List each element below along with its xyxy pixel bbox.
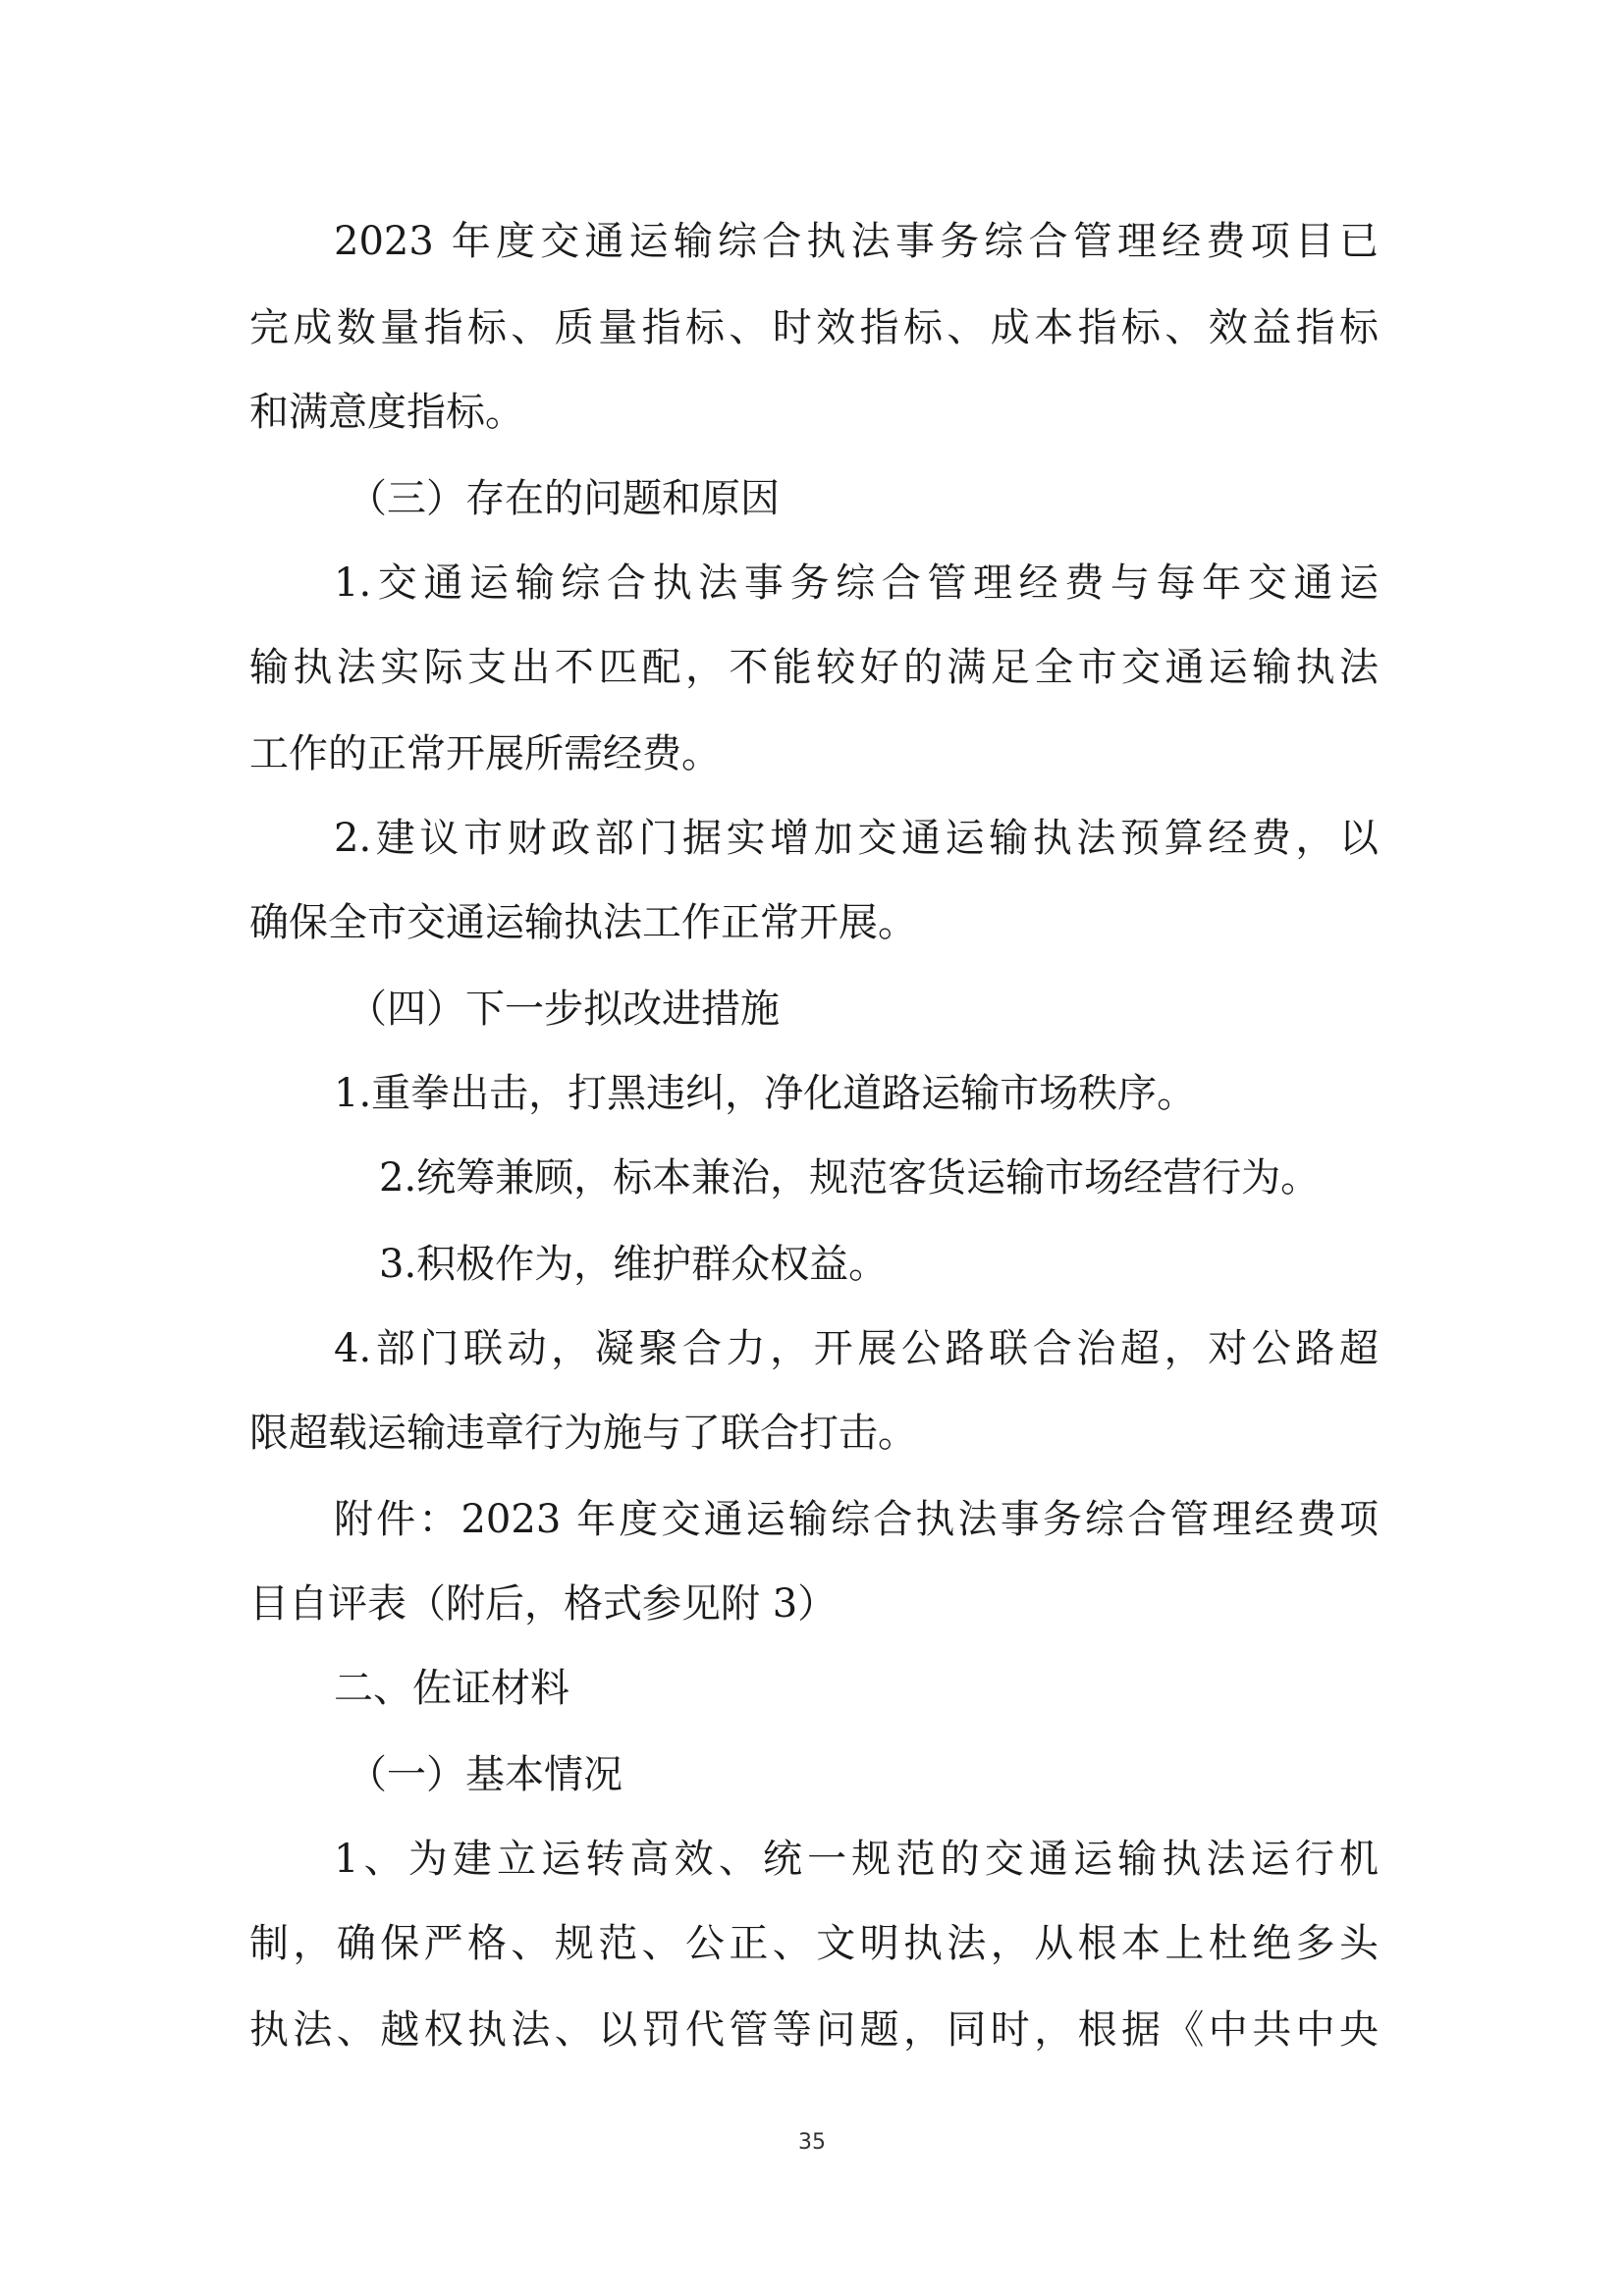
paragraph-line: 输执法实际支出不匹配，不能较好的满足全市交通运输执法	[249, 645, 1379, 690]
page-number: 35	[798, 2130, 826, 2155]
paragraph-line: 限超载运输违章行为施与了联合打击。	[249, 1411, 917, 1456]
paragraph-line: 2.建议市财政部门据实增加交通运输执法预算经费，以	[334, 816, 1379, 861]
section-heading: （四）下一步拟改进措施	[348, 987, 780, 1032]
paragraph-line: 执法、越权执法、以罚代管等问题，同时，根据《中共中央	[249, 2007, 1379, 2053]
paragraph-line: 完成数量指标、质量指标、时效指标、成本指标、效益指标	[249, 305, 1379, 350]
paragraph-line: 2.统筹兼顾，标本兼治，规范客货运输市场经营行为。	[379, 1155, 1321, 1201]
section-heading: （三）存在的问题和原因	[348, 476, 780, 521]
paragraph-line: 制，确保严格、规范、公正、文明执法，从根本上杜绝多头	[249, 1921, 1379, 1966]
section-heading: 二、佐证材料	[334, 1666, 569, 1711]
paragraph-line: 1.重拳出击，打黑违纠，净化道路运输市场秩序。	[334, 1071, 1197, 1116]
paragraph-line: 1.交通运输综合执法事务综合管理经费与每年交通运	[334, 561, 1379, 606]
paragraph-line: 4.部门联动，凝聚合力，开展公路联合治超，对公路超	[334, 1326, 1379, 1371]
paragraph-line: 2023 年度交通运输综合执法事务综合管理经费项目已	[334, 219, 1379, 264]
section-heading: （一）基本情况	[348, 1752, 623, 1797]
paragraph-line: 3.积极作为，维护群众权益。	[379, 1242, 889, 1287]
paragraph-line: 目自评表（附后，格式参见附 3）	[249, 1581, 838, 1627]
paragraph-line: 工作的正常开展所需经费。	[249, 731, 721, 776]
paragraph-line: 和满意度指标。	[249, 390, 524, 435]
paragraph-line: 附件：2023 年度交通运输综合执法事务综合管理经费项	[334, 1497, 1379, 1542]
paragraph-line: 1、为建立运转高效、统一规范的交通运输执法运行机	[334, 1837, 1379, 1882]
paragraph-line: 确保全市交通运输执法工作正常开展。	[249, 900, 917, 945]
